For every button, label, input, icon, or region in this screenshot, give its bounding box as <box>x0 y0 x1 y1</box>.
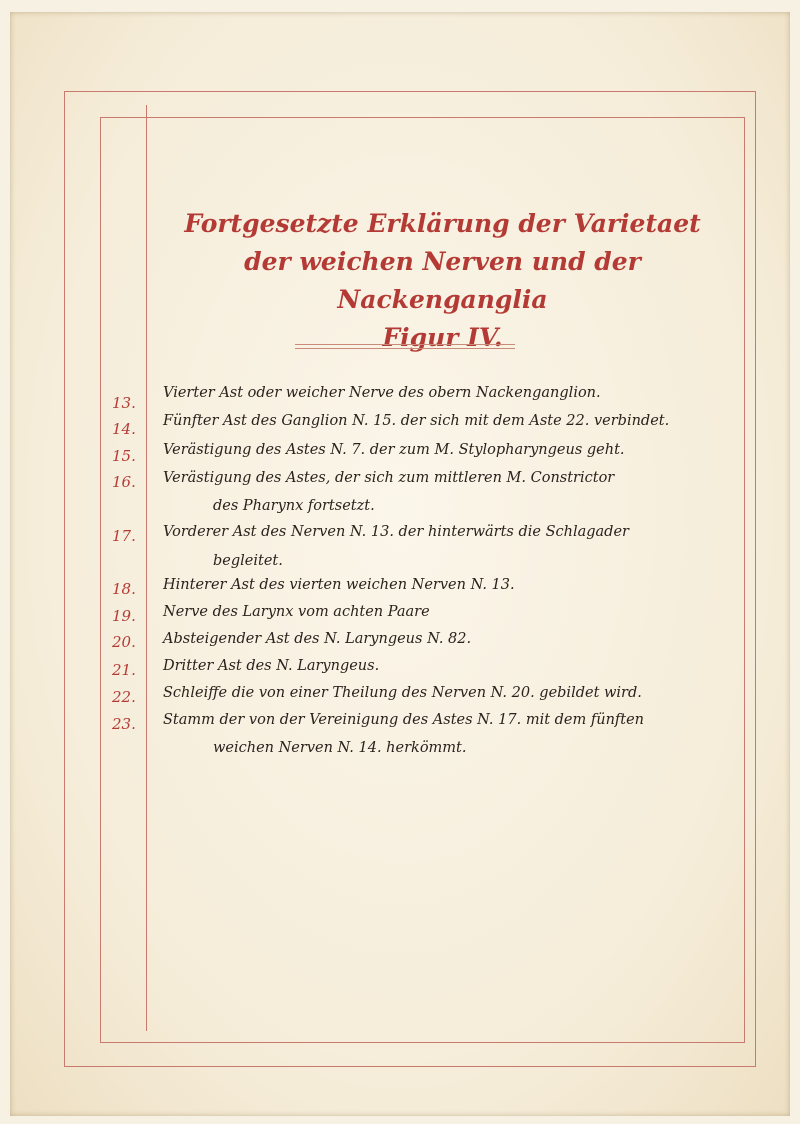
entry-text: Absteigender Ast des N. Laryngeus N. 82. <box>163 631 472 647</box>
entry-number: 20. <box>112 633 136 651</box>
entry-text-continued: weichen Nerven N. 14. herkömmt. <box>213 740 467 756</box>
entry-number: 14. <box>112 420 136 438</box>
entry-text: Dritter Ast des N. Laryngeus. <box>163 658 380 674</box>
entry-number: 18. <box>112 580 136 598</box>
entry-text: Vierter Ast oder weicher Nerve des obern Nackenganglion. <box>163 385 601 401</box>
entry-text: Verästigung des Astes, der sich zum mittleren M. Constrictor <box>163 470 615 486</box>
entry-number: 21. <box>112 661 136 679</box>
entry-text: Verästigung des Astes N. 7. der zum M. Stylopharyngeus geht. <box>163 442 625 458</box>
entry-number: 17. <box>112 527 136 545</box>
title-line-3: Figur IV. <box>382 323 503 352</box>
entry-text: Hinterer Ast des vierten weichen Nerven N. 13. <box>163 577 515 593</box>
entry-text: Nerve des Larynx vom achten Paare <box>163 604 430 620</box>
entry-number: 23. <box>112 715 136 733</box>
entry-text: Stamm der von der Vereinigung des Astes N. 17. mit dem fünften <box>163 712 645 728</box>
entry-number: 19. <box>112 607 136 625</box>
title-line-1: Fortgesetzte Erklärung der Varietaet <box>184 209 701 238</box>
entry-text-continued: des Pharynx fortsetzt. <box>213 498 375 514</box>
entry-text: Schleiffe die von einer Theilung des Nerven N. 20. gebildet wird. <box>163 685 642 701</box>
entry-number: 13. <box>112 394 136 412</box>
entry-number: 22. <box>112 688 136 706</box>
entry-number: 16. <box>112 473 136 491</box>
title-line-2: der weichen Nerven und der Nackenganglia <box>244 247 641 314</box>
entry-number: 15. <box>112 447 136 465</box>
entry-text: Fünfter Ast des Ganglion N. 15. der sich mit dem Aste 22. verbindet. <box>163 413 670 429</box>
entry-text-continued: begleitet. <box>213 553 283 569</box>
entry-text: Vorderer Ast des Nerven N. 13. der hinterwärts die Schlagader <box>163 524 629 540</box>
